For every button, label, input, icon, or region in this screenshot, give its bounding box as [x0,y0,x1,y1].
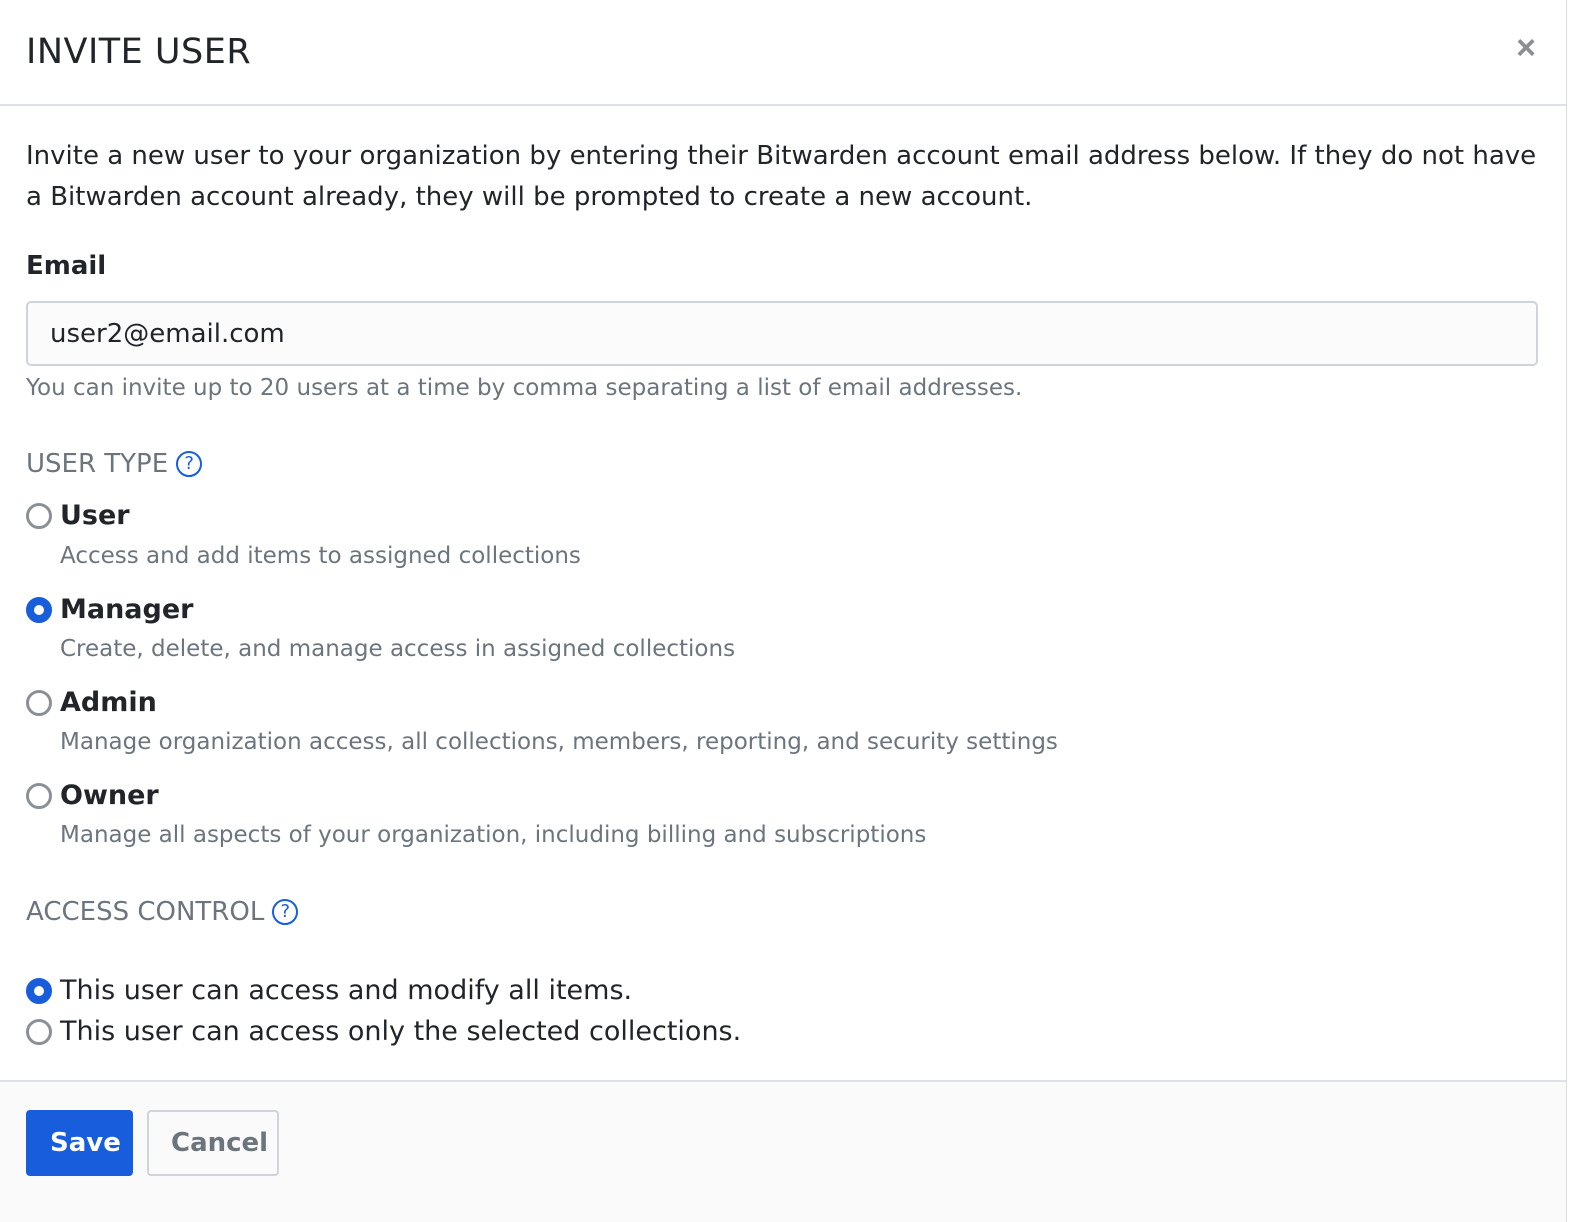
user-type-option-admin[interactable] [26,685,157,721]
user-type-label-admin: Admin [60,687,157,718]
email-label: Email [26,251,107,281]
user-type-label-manager: Manager [60,594,194,625]
radio-access-all[interactable] [26,978,52,1004]
user-type-desc-owner: Manage all aspects of your organization, including billing and subscriptions [60,822,927,848]
user-type-desc-admin: Manage organization access, all collections, members, reporting, and security settings [60,729,1058,755]
intro-text: Invite a new user to your organization by entering their Bitwarden account email address below. If they do not have a Bitwarden account already, they will be prompted to create a new account. [26,141,1537,212]
radio-owner[interactable] [26,783,52,809]
access-label-selected: This user can access only the selected collections. [60,1016,742,1047]
close-icon: × [1516,29,1536,67]
question-circle-icon[interactable]: ? [176,451,202,477]
user-type-desc-manager: Create, delete, and manage access in assigned collections [60,636,736,662]
user-type-option-manager[interactable] [26,592,193,628]
user-type-option-user[interactable] [26,498,130,534]
user-type-label-user: User [60,500,130,531]
access-control-heading-label: ACCESS CONTROL [26,897,265,927]
access-option-all-items[interactable] [26,973,632,1009]
user-type-label-owner: Owner [60,780,159,811]
access-control-heading [26,894,298,930]
user-type-heading-label: USER TYPE [26,449,169,479]
dialog-header [0,0,1566,106]
radio-manager[interactable] [26,597,52,623]
cancel-button[interactable]: Cancel [147,1110,279,1176]
user-type-desc-user: Access and add items to assigned collections [60,543,581,569]
email-input[interactable] [26,301,1538,366]
radio-admin[interactable] [26,690,52,716]
radio-access-selected[interactable] [26,1019,52,1045]
access-option-selected-collections[interactable] [26,1014,741,1050]
question-circle-icon[interactable]: ? [272,899,298,925]
access-label-all: This user can access and modify all items. [60,975,633,1006]
save-button[interactable]: Save [26,1110,133,1176]
radio-user[interactable] [26,503,52,529]
dialog-title: INVITE USER [26,32,252,72]
email-help-text: You can invite up to 20 users at a time by comma separating a list of email addresses. [26,375,1023,401]
close-button[interactable] [1506,28,1546,68]
user-type-option-owner[interactable] [26,778,159,814]
user-type-heading [26,446,202,482]
dialog-footer [0,1080,1566,1222]
